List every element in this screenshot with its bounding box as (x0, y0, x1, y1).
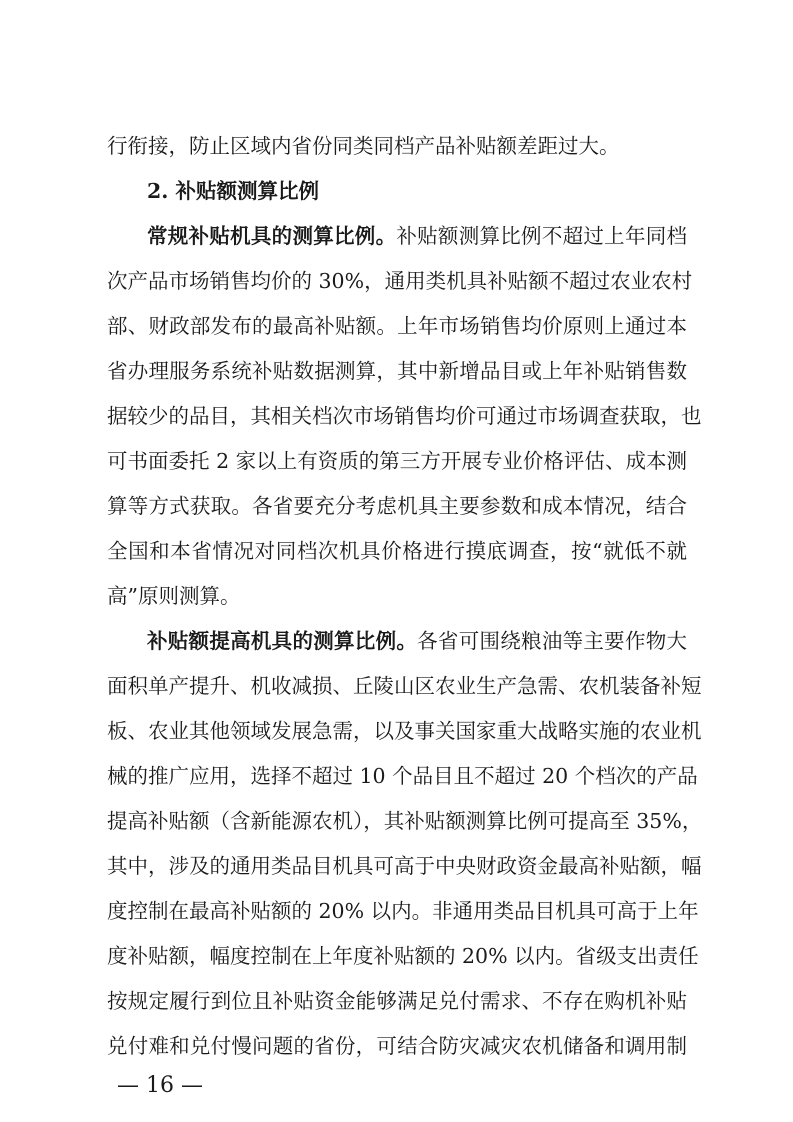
section-heading: 2. 补贴额测算比例 (147, 179, 320, 203)
paragraph-text: 各省可围绕粮油等主要作物大 (417, 629, 687, 653)
paragraph-line: 据较少的品目，其相关档次市场销售均价可通过市场调查获取，也 (107, 404, 702, 428)
paragraph-line (147, 623, 687, 659)
paragraph-line: 可书面委托 2 家以上有资质的第三方开展专业价格评估、成本测 (107, 449, 687, 473)
paragraph-lead-bold: 常规补贴机具的测算比例。 (147, 224, 397, 248)
paragraph-line: 高”原则测算。 (107, 584, 241, 608)
page-number: — 16 — (117, 1073, 203, 1098)
paragraph-line: 提高补贴额（含新能源农机），其补贴额测算比例可提高至 35%， (107, 809, 703, 833)
paragraph-lead-bold: 补贴额提高机具的测算比例。 (147, 629, 418, 653)
paragraph-line: 次产品市场销售均价的 30%，通用类机具补贴额不超过农业农村 (107, 269, 693, 293)
paragraph-line: 度补贴额，幅度控制在上年度补贴额的 20% 以内。省级支出责任 (107, 944, 699, 968)
paragraph-line: 面积单产提升、机收减损、丘陵山区农业生产急需、农机装备补短 (107, 674, 702, 698)
paragraph-line (147, 218, 687, 254)
paragraph-text: 补贴额测算比例不超过上年同档 (396, 224, 687, 248)
paragraph-line: 部、财政部发布的最高补贴额。上年市场销售均价原则上通过本 (107, 314, 687, 338)
paragraph-line: 兑付难和兑付慢问题的省份，可结合防灾减灾农机储备和调用制 (107, 1034, 687, 1058)
paragraph-line: 算等方式获取。各省要充分考虑机具主要参数和成本情况，结合 (107, 494, 687, 518)
paragraph-line: 板、农业其他领域发展急需，以及事关国家重大战略实施的农业机 (107, 719, 702, 743)
paragraph-line: 按规定履行到位且补贴资金能够满足兑付需求、不存在购机补贴 (107, 989, 687, 1013)
paragraph-line: 械的推广应用，选择不超过 10 个品目且不超过 20 个档次的产品 (107, 764, 698, 788)
paragraph-line: 省办理服务系统补贴数据测算，其中新增品目或上年补贴销售数 (107, 359, 687, 383)
paragraph-line: 行衔接，防止区域内省份同类同档产品补贴额差距过大。 (107, 134, 620, 158)
paragraph-line: 度控制在最高补贴额的 20% 以内。非通用类品目机具可高于上年 (107, 899, 699, 923)
paragraph-line: 全国和本省情况对同档次机具价格进行摸底调查，按“就低不就 (107, 539, 687, 563)
paragraph-line: 其中，涉及的通用类品目机具可高于中央财政资金最高补贴额，幅 (107, 854, 702, 878)
